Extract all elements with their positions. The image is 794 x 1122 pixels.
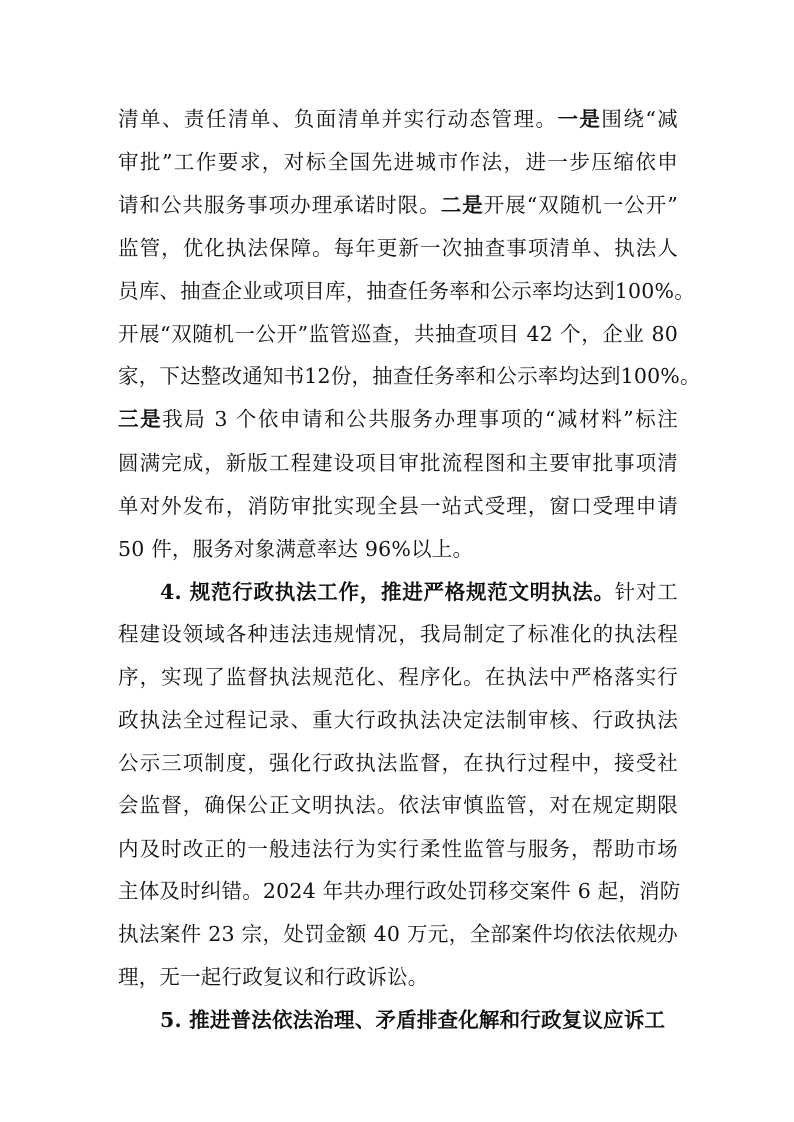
text-run: 审批”工作要求，对标全国先进城市作法，进一步压缩依申 (118, 150, 678, 174)
text-line (118, 703, 678, 737)
bold-run: 4. 规范行政执法工作，推进严格规范文明执法。 (160, 580, 615, 604)
text-line (118, 788, 678, 822)
text-run: 员库、抽查企业或项目库，抽查任务率和公示率均达到100%。 (118, 279, 695, 303)
text-run: 程建设领域各种违法违规情况，我局制定了标准化的执法程 (118, 622, 678, 646)
text-run: 针对工 (614, 580, 678, 604)
text-run: 家，下达整改通知书12份，抽查任务率和公示率均达到100%。 (118, 364, 701, 388)
text-run: 监管，优化执法保障。每年更新一次抽查事项清单、执法人 (118, 236, 678, 260)
text-line (118, 960, 678, 994)
text-run: 主体及时纠错。2024 年共办理行政处罚移交案件 6 起，消防 (118, 879, 681, 903)
bold-run: 二是 (440, 193, 484, 217)
text-line (118, 489, 678, 523)
text-run: 会监督，确保公正文明执法。依法审慎监管，对在规定期限 (118, 793, 678, 817)
text-run: 开展“双随机一公开”监管巡查，共抽查项目 42 个，企业 80 (118, 322, 678, 346)
text-run: 我局 3 个依申请和公共服务办理事项的“减材料”标注 (162, 407, 678, 431)
text-run: 单对外发布，消防审批实现全县一站式受理，窗口受理申请 (118, 494, 678, 518)
bold-run: 5. 推进普法依法治理、矛盾排查化解和行政复议应诉工 (160, 1008, 666, 1032)
text-line (118, 874, 681, 908)
text-run: 执法案件 23 宗，处罚金额 40 万元，全部案件均依法依规办 (118, 922, 678, 946)
text-run: 政执法全过程记录、重大行政执法决定法制审核、行政执法 (118, 708, 678, 732)
text-line (118, 917, 678, 951)
text-line (160, 1003, 678, 1037)
text-run: 清单、责任清单、负面清单并实行动态管理。 (118, 107, 558, 131)
text-line (118, 102, 678, 136)
text-line (118, 660, 678, 694)
text-line (118, 532, 678, 566)
text-run: 序，实现了监督执法规范化、程序化。在执法中严格落实行 (118, 665, 678, 689)
text-run: 50 件，服务对象满意率达 96%以上。 (118, 537, 474, 561)
text-line (118, 832, 678, 866)
text-line (118, 274, 695, 308)
text-line (118, 617, 678, 651)
bold-run: 一是 (557, 107, 602, 131)
text-run: 理，无一起行政复议和行政诉讼。 (118, 965, 429, 989)
bold-run: 三是 (118, 407, 163, 431)
text-line (118, 231, 678, 265)
text-line (118, 402, 678, 436)
text-line (118, 145, 678, 179)
text-line (118, 446, 678, 480)
text-run: 圆满完成，新版工程建设项目审批流程图和主要审批事项清 (118, 451, 678, 475)
text-run: 内及时改正的一般违法行为实行柔性监管与服务，帮助市场 (118, 837, 678, 861)
text-run: 围绕“减 (601, 107, 679, 131)
text-line (118, 188, 678, 222)
text-run: 开展“双随机一公开” (483, 193, 678, 217)
text-run: 请和公共服务事项办理承诺时限。 (118, 193, 441, 217)
text-line (160, 575, 678, 609)
text-line (118, 359, 701, 393)
text-run: 公示三项制度，强化行政执法监督，在执行过程中，接受社 (118, 751, 678, 775)
text-line (118, 746, 678, 780)
text-line (118, 317, 678, 351)
